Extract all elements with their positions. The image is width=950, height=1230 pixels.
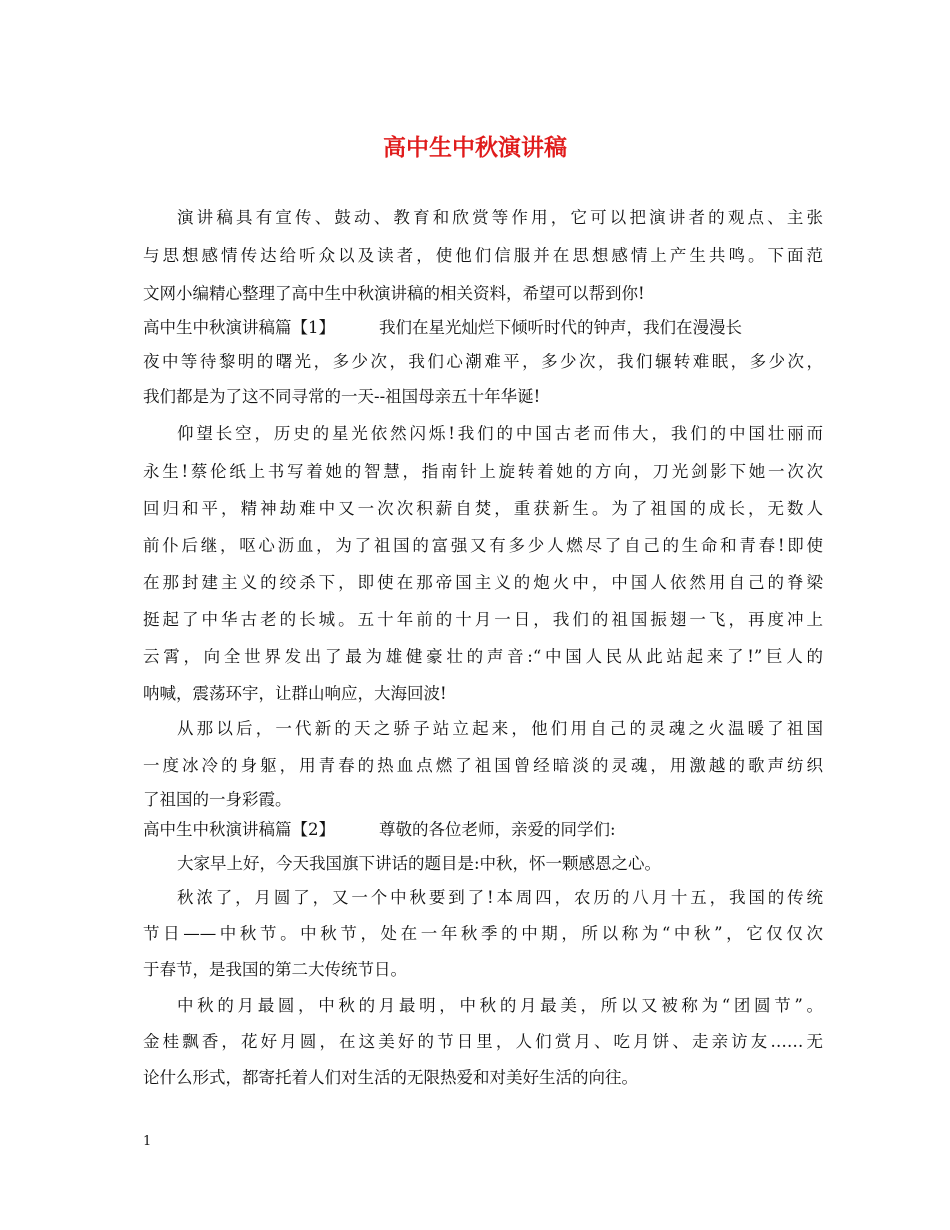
text-line: 与思想感情传达给听众以及读者，使他们信服并在思想感情上产生共鸣。下面范 (143, 246, 823, 265)
document-title: 高中生中秋演讲稿 (383, 134, 567, 161)
text-line: 夜中等待黎明的曙光，多少次，我们心潮难平，多少次，我们辗转难眠，多少次， (143, 352, 823, 371)
text-line: 于春节，是我国的第二大传统节日。 (143, 960, 407, 979)
text-line: 前仆后继，呕心沥血，为了祖国的富强又有多少人燃尽了自己的生命和青春!即使 (143, 536, 823, 555)
text-span: 尊敬的各位老师，亲爱的同学们: (379, 820, 616, 839)
text-line (143, 316, 823, 340)
page-number: 1 (143, 1134, 152, 1149)
section-heading: 高中生中秋演讲稿篇【2】 (143, 820, 335, 839)
text-line: 我们都是为了这不同寻常的一天--祖国母亲五十年华诞! (143, 387, 541, 406)
text-line: 秋浓了，月圆了，又一个中秋要到了!本周四，农历的八月十五，我国的传统 (177, 888, 823, 907)
text-line: 大家早上好，今天我国旗下讲话的题目是:中秋，怀一颗感恩之心。 (177, 854, 662, 873)
text-line: 云霄，向全世界发出了最为雄健豪壮的声音:“中国人民从此站起来了!”巨人的 (143, 647, 823, 666)
section-heading: 高中生中秋演讲稿篇【1】 (143, 318, 335, 337)
text-line: 中秋的月最圆，中秋的月最明，中秋的月最美，所以又被称为“团圆节”。 (177, 996, 823, 1015)
text-line: 从那以后，一代新的天之骄子站立起来，他们用自己的灵魂之火温暖了祖国 (177, 719, 823, 738)
text-span: 我们在星光灿烂下倾听时代的钟声，我们在漫漫长 (379, 318, 742, 337)
text-line: 演讲稿具有宣传、鼓动、教育和欣赏等作用，它可以把演讲者的观点、主张 (177, 208, 823, 227)
text-line: 节日——中秋节。中秋节，处在一年秋季的中期，所以称为“中秋”，它仅仅次 (143, 924, 823, 943)
text-line: 了祖国的一身彩霞。 (143, 790, 292, 809)
text-line: 仰望长空，历史的星光依然闪烁!我们的中国古老而伟大，我们的中国壮丽而 (177, 424, 823, 443)
text-line: 永生!蔡伦纸上书写着她的智慧，指南针上旋转着她的方向，刀光剑影下她一次次 (143, 462, 823, 481)
text-line: 一度冰冷的身躯，用青春的热血点燃了祖国曾经暗淡的灵魂，用激越的歌声纺织 (143, 756, 823, 775)
text-line: 金桂飘香，花好月圆，在这美好的节日里，人们赏月、吃月饼、走亲访友……无 (143, 1032, 823, 1051)
text-line: 论什么形式，都寄托着人们对生活的无限热爱和对美好生活的向往。 (143, 1068, 638, 1087)
text-line (143, 818, 823, 842)
text-line: 呐喊，震荡环宇，让群山响应，大海回波! (143, 684, 447, 703)
text-line: 挺起了中华古老的长城。五十年前的十月一日，我们的祖国振翅一飞，再度冲上 (143, 610, 823, 629)
text-line: 回归和平，精神劫难中又一次次积薪自焚，重获新生。为了祖国的成长，无数人 (143, 499, 823, 518)
text-line: 在那封建主义的绞杀下，即使在那帝国主义的炮火中，中国人依然用自己的脊梁 (143, 573, 823, 592)
text-line: 文网小编精心整理了高中生中秋演讲稿的相关资料，希望可以帮到你! (143, 284, 645, 303)
